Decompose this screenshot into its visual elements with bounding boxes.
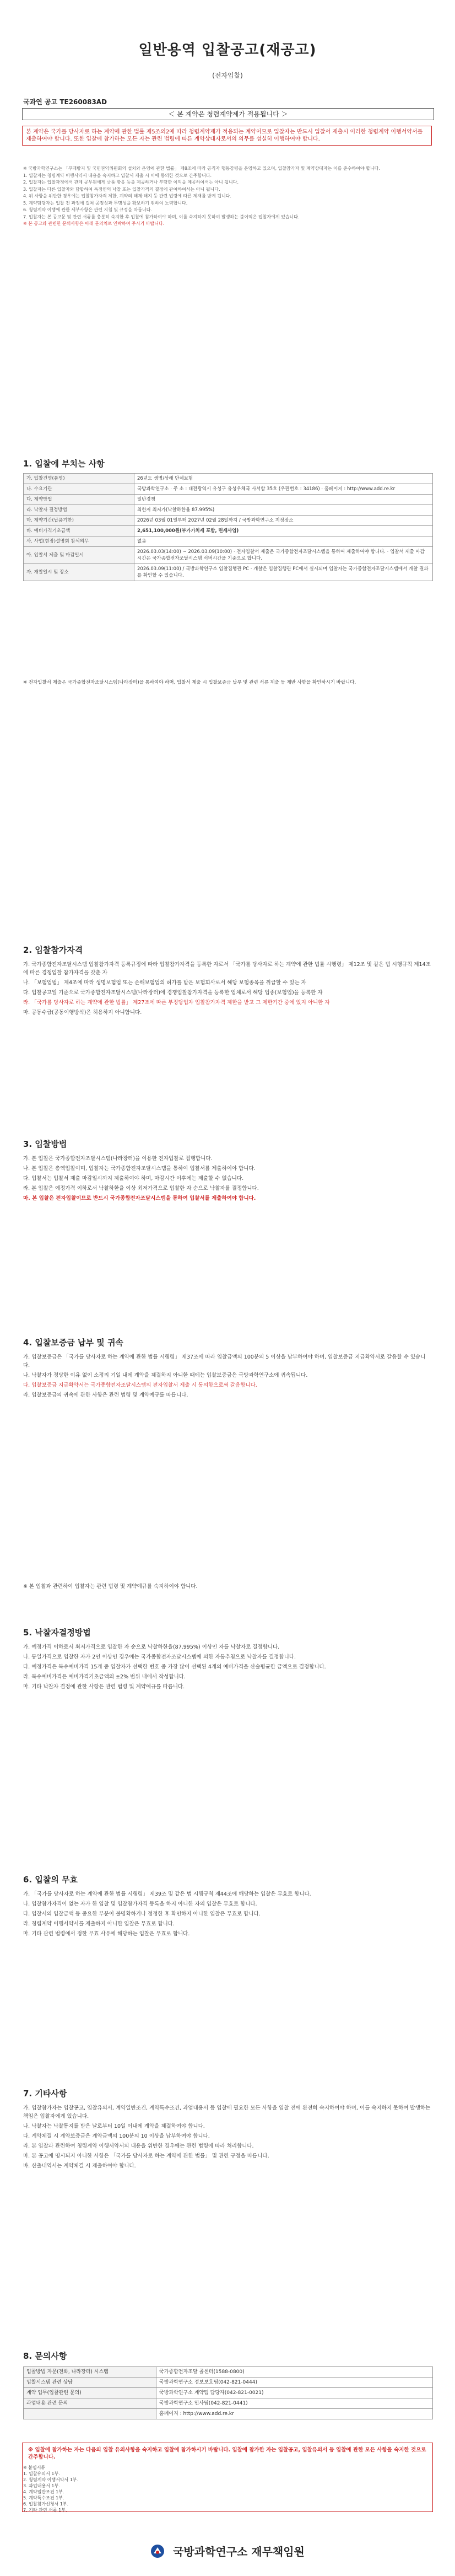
note-item: 3. 입찰자는 다른 입찰자와 담합하여 특정인의 낙찰 또는 입찰가격의 결정에 관여하여서는 아니 됩니다. xyxy=(23,186,220,192)
paragraph: 가. 입찰참가자는 입찰공고, 입찰유의서, 계약일반조건, 계약특수조건, 과업내용서 등 입찰에 필요한 모든 사항을 입찰 전에 완전히 숙지하여야 하며, 이를 숙지하지 못하여 발생하는 책임은 입찰자에게 있습니다. xyxy=(23,2105,431,2119)
list-item: 6. 입찰참가신청서 1부. xyxy=(23,2502,69,2507)
note-item: 4. 위 사항을 위반한 경우에는 입찰참가자격 제한, 계약의 해제·해지 등 관련 법령에 따른 제재를 받게 됩니다. xyxy=(23,194,231,198)
note-item: 1. 입찰자는 청렴계약 이행서약서 내용을 숙지하고 입찰서 제출 시 이에 동의한 것으로 간주합니다. xyxy=(23,173,212,178)
section-4-heading: 4. 입찰보증금 납부 및 귀속 xyxy=(23,1338,123,1348)
section-4-body xyxy=(23,1353,432,1401)
list-item: 1. 입찰유의서 1부. xyxy=(23,2471,60,2476)
table-row: 다. 계약방법 일반경쟁 xyxy=(24,495,433,505)
page-subtitle: (전자입찰) xyxy=(212,72,243,79)
section-1-heading: 1. 입찰에 부치는 사항 xyxy=(23,459,105,469)
paragraph: 나. 낙찰자가 정당한 이유 없이 소정의 기일 내에 계약을 체결하지 아니한 때에는 입찰보증금은 국방과학연구소에 귀속됩니다. xyxy=(23,1372,308,1378)
section-6-body xyxy=(23,1890,432,1940)
paragraph: 마. 기타 낙찰자 결정에 관한 사항은 관련 법령 및 계약예규를 따릅니다. xyxy=(23,1684,185,1690)
paragraph: 다. 예정가격은 복수예비가격 15개 중 입찰자가 선택한 번호 중 가장 많이 선택된 4개의 예비가격을 산술평균한 금액으로 결정합니다. xyxy=(23,1664,326,1670)
table-row: 과업내용 관련 문의 국방과학연구소 인사팀(042-821-0441) xyxy=(24,2398,433,2409)
paragraph: 다. 입찰보증금 지급확약서는 국가종합전자조달시스템의 전자입찰서 제출 시 동의함으로써 갈음합니다. xyxy=(23,1382,257,1388)
notice-number: 국과연 공고 TE260083AD xyxy=(23,98,107,106)
paragraph: 나. 본 입찰은 총액입찰이며, 입찰자는 국가종합전자조달시스템을 통하여 입찰서를 제출하여야 합니다. xyxy=(23,1166,256,1172)
page-title: 일반용역 입찰공고(재공고) xyxy=(138,42,317,58)
section-7-heading: 7. 기타사항 xyxy=(23,2089,67,2099)
paragraph: 다. 입찰서는 입찰서 제출 마감일시까지 제출하여야 하며, 마감시간 이후에는 제출할 수 없습니다. xyxy=(23,1176,244,1182)
paragraph: 가. 본 입찰은 국가종합전자조달시스템(나라장터)을 이용한 전자입찰로 집행합니다. xyxy=(23,1156,213,1162)
paragraph: 라. 입찰보증금의 귀속에 관한 사항은 관련 법령 및 계약예규를 따릅니다. xyxy=(23,1392,188,1398)
table-row: 아. 입찰서 제출 및 마감일시 2026.03.03(14:00) ~ 2026.03.09(10:00) · 전자입찰서 제출은 국가종합전자조달시스템을 통하여 제출하여야 합니다. · 입찰서 제출 마감 시간은 국가종합전자조달시스템 서버시간을 기준으로 합니다. xyxy=(24,547,433,564)
paragraph: 라. 복수예비가격은 예비가격기초금액의 ±2% 범위 내에서 작성합니다. xyxy=(23,1674,186,1680)
paragraph: 다. 입찰공고일 기준으로 국가종합전자조달시스템(나라장터)에 경쟁입찰참가자격을 등록한 업체로서 해당 업종(보험업)을 등록한 자 xyxy=(23,990,323,996)
section-8-heading: 8. 문의사항 xyxy=(23,2351,67,2361)
note-red: ※ 본 공고와 관련한 문의사항은 아래 문의처로 연락하여 주시기 바랍니다. xyxy=(23,221,165,226)
list-item: 5. 계약특수조건 1부. xyxy=(23,2496,64,2500)
paragraph: 가. 입찰보증금은 「국가를 당사자로 하는 계약에 관한 법률 시행령」 제37조에 따라 입찰금액의 100분의 5 이상을 납부하여야 하며, 입찰보증금 지급확약서로 갈음할 수 있습니다. xyxy=(23,1354,426,1368)
paragraph: 나. 동일가격으로 입찰한 자가 2인 이상인 경우에는 국가종합전자조달시스템에 의한 자동추첨으로 낙찰자를 결정합니다. xyxy=(23,1654,296,1660)
list-item: 3. 과업내용서 1부. xyxy=(23,2483,60,2488)
paragraph: 라. 본 입찰과 관련하여 청렴계약 이행서약서의 내용을 위반한 경우에는 관련 법령에 따라 처리합니다. xyxy=(23,2143,254,2149)
issuer-footer xyxy=(0,2543,455,2561)
integrity-notice-box: 본 계약은 국가를 당사자로 하는 계약에 관한 법률 제5조의2에 따라 청렴계약제가 적용되는 계약이므로 입찰자는 반드시 입찰서 제출시 이러한 청렴계약 이행서약서를 제출하여야 합니다. 또한 입찰에 참가하는 모든 자는 관련 법령에 따른 계약상대자로서의 의무를 성실히 이행하여야 합니다. xyxy=(22,126,432,146)
table-row: 홈페이지 : http://www.add.re.kr xyxy=(24,2409,433,2419)
section-3-heading: 3. 입찰방법 xyxy=(23,1139,67,1149)
section-3-body xyxy=(23,1155,432,1204)
section-5-body xyxy=(23,1643,432,1693)
attachment-list xyxy=(23,2465,78,2513)
bid-warning-box xyxy=(22,2443,433,2512)
paragraph: 가. 국가종합전자조달시스템 입찰참가자격 등록규정에 따라 입찰참가자격을 등록한 자로서 「국가를 당사자로 하는 계약에 관한 법률 시행령」 제12조 및 같은 법 시행규칙 제14조에 따른 경쟁입찰 참가자격을 갖춘 자 xyxy=(23,962,431,976)
table-row: 계약 업무(입찰관련 문의) 국방과학연구소 계약팀 담당자(042-821-0021) xyxy=(24,2388,433,2398)
paragraph: 나. 「보험업법」 제4조에 따라 생명보험업 또는 손해보험업의 허가를 받은 보험회사로서 해당 보험종목을 취급할 수 있는 자 xyxy=(23,980,306,986)
list-item: ※ 붙임서류 xyxy=(23,2465,46,2470)
notice-notes xyxy=(23,165,432,228)
paragraph: 마. 본 입찰은 전자입찰이므로 반드시 국가종합전자조달시스템을 통하여 입찰서를 제출하여야 합니다. xyxy=(23,1195,256,1201)
paragraph: 나. 입찰참가자격이 없는 자가 한 입찰 및 입찰참가자격 등록을 하지 아니한 자의 입찰은 무효로 합니다. xyxy=(23,1901,257,1907)
paragraph: 라. 청렴계약 이행서약서를 제출하지 아니한 입찰은 무효로 합니다. xyxy=(23,1921,175,1927)
add-logo-icon xyxy=(150,2544,165,2561)
paragraph: 가. 「국가를 당사자로 하는 계약에 관한 법률 시행령」 제39조 및 같은 법 시행규칙 제44조에 해당하는 입찰은 무효로 합니다. xyxy=(23,1891,311,1897)
paragraph: 가. 예정가격 이하로서 최저가격으로 입찰한 자 순으로 낙찰하한율(87.995%) 이상인 자를 낙찰자로 결정합니다. xyxy=(23,1644,280,1650)
list-item: 2. 청렴계약 이행서약서 1부. xyxy=(23,2477,79,2482)
note-item: 7. 입찰자는 본 공고문 및 관련 서류를 충분히 숙지한 후 입찰에 참가하여야 하며, 이를 숙지하지 못하여 발생하는 불이익은 입찰자에게 있습니다. xyxy=(23,214,300,219)
note-item: 5. 계약담당자는 입찰 전 과정에 걸쳐 공정성과 투명성을 확보하기 위하여 노력합니다. xyxy=(23,200,188,206)
table-row: 나. 수요기관 국방과학연구소 · 주 소 : 대전광역시 유성구 유성우체국 사서함 35호 (우편번호 : 34186) · 홈페이지 : http://www.add.re.kr xyxy=(24,484,433,495)
table-row: 사. 사업(현장)설명회 참석의무 없음 xyxy=(24,536,433,547)
table-row: 입찰시스템 관련 상담 국방과학연구소 정보보호팀(042-821-0444) xyxy=(24,2378,433,2388)
info-note: ※ 전자입찰서 제출은 국가종합전자조달시스템(나라장터)을 통하여야 하며, 입찰서 제출 시 입찰보증금 납부 및 관련 서류 제출 등 제반 사항을 확인하시기 바랍니다. xyxy=(23,680,356,685)
integrity-contract-banner: ＜ 본 계약은 청렴계약제가 적용됩니다 ＞ xyxy=(22,108,434,120)
section-6-heading: 6. 입찰의 무효 xyxy=(23,1875,78,1885)
note-item: 2. 입찰자는 입찰과정에서 관계 공무원에게 금품·향응 등을 제공하거나 부당한 이익을 제공하여서는 아니 됩니다. xyxy=(23,180,239,185)
table-row: 라. 낙찰자 결정방법 최한저 최저가(낙찰하한율 87.995%) xyxy=(24,505,433,516)
section-5-heading: 5. 낙찰자결정방법 xyxy=(23,1628,91,1638)
issuer-name: 국방과학연구소 재무책임원 xyxy=(173,2545,305,2558)
contact-table xyxy=(23,2366,433,2419)
section-7-body xyxy=(23,2104,432,2172)
paragraph: 마. 본 공고에 명시되지 아니한 사항은 「국가를 당사자로 하는 계약에 관한 법률」 및 관련 규정을 따릅니다. xyxy=(23,2153,269,2159)
table-row: 가. 입찰건명(품명) 26년도 생명/상해 단체보험 xyxy=(24,474,433,484)
table-row: 바. 예비가격기초금액 2,651,100,000원(부가가치세 포함, 면세사업) xyxy=(24,526,433,536)
section-4-tail: ※ 본 입찰과 관련하여 입찰자는 관련 법령 및 계약예규를 숙지하여야 합니다. xyxy=(23,1584,198,1590)
table-row: 입찰방법 자문(전화, 나라장터) 시스템 국가종합전자조달 콜센터(1588-0800) xyxy=(24,2367,433,2378)
note-item: ※ 국방과학연구소는 「부패방지 및 국민권익위원회의 설치와 운영에 관한 법률」 제8조에 따라 공직자 행동강령을 운영하고 있으며, 입찰참가자 및 계약상대자는 이를 준수하여야 합니다. xyxy=(23,166,380,171)
section-2-heading: 2. 입찰참가자격 xyxy=(23,945,83,955)
paragraph: 다. 입찰서의 입찰금액 등 중요한 부분이 불명확하거나 정정한 후 확인하지 아니한 입찰은 무효로 합니다. xyxy=(23,1911,261,1917)
bid-info-table xyxy=(23,473,433,581)
paragraph: 마. 기타 관련 법령에서 정한 무효 사유에 해당하는 입찰은 무효로 합니다. xyxy=(23,1931,190,1937)
paragraph: 바. 산출내역서는 계약체결 시 제출하여야 합니다. xyxy=(23,2163,136,2169)
table-row: 자. 개찰일시 및 장소 2026.03.09(11:00) / 국방과학연구소 입찰집행관 PC · 개찰은 입찰집행관 PC에서 실시되며 입찰자는 국가종합전자조달시스템에서 개찰 결과를 확인할 수 있습니다. xyxy=(24,564,433,581)
paragraph: 다. 계약체결 시 계약보증금은 계약금액의 100분의 10 이상을 납부하여야 합니다. xyxy=(23,2133,210,2139)
list-item: 4. 계약일반조건 1부. xyxy=(23,2489,64,2494)
list-item: 7. 기타 관련 서류 1부. xyxy=(23,2508,67,2513)
paragraph: 나. 낙찰자는 낙찰통지를 받은 날로부터 10일 이내에 계약을 체결하여야 합니다. xyxy=(23,2123,205,2129)
paragraph: 라. 「국가를 당사자로 하는 계약에 관한 법률」 제27조에 따른 부정당업자 입찰참가자격 제한을 받고 그 제한기간 중에 있지 아니한 자 xyxy=(23,1000,330,1006)
table-row: 마. 계약기간(납품기한) 2026년 03월 01일부터 2027년 02월 28일까지 / 국방과학연구소 지정장소 xyxy=(24,516,433,526)
paragraph: 라. 본 입찰은 예정가격 이하로서 낙찰하한율 이상 최저가격으로 입찰한 자 순으로 낙찰자를 결정합니다. xyxy=(23,1185,259,1192)
note-item: 6. 청렴계약 이행에 관한 세부사항은 관련 지침 및 규정을 따릅니다. xyxy=(23,207,152,212)
section-2-body xyxy=(23,960,432,1018)
warning-text: ※ 입찰에 참가하는 자는 다음의 입찰 유의사항을 숙지하고 입찰에 참가하시기 바랍니다. 입찰에 참가한 자는 입찰공고, 입찰유의서 등 입찰에 관한 모든 사항을 숙지한 것으로 간주합니다. xyxy=(28,2447,426,2460)
paragraph: 마. 공동수급(공동이행방식)은 허용하지 아니합니다. xyxy=(23,1010,142,1016)
